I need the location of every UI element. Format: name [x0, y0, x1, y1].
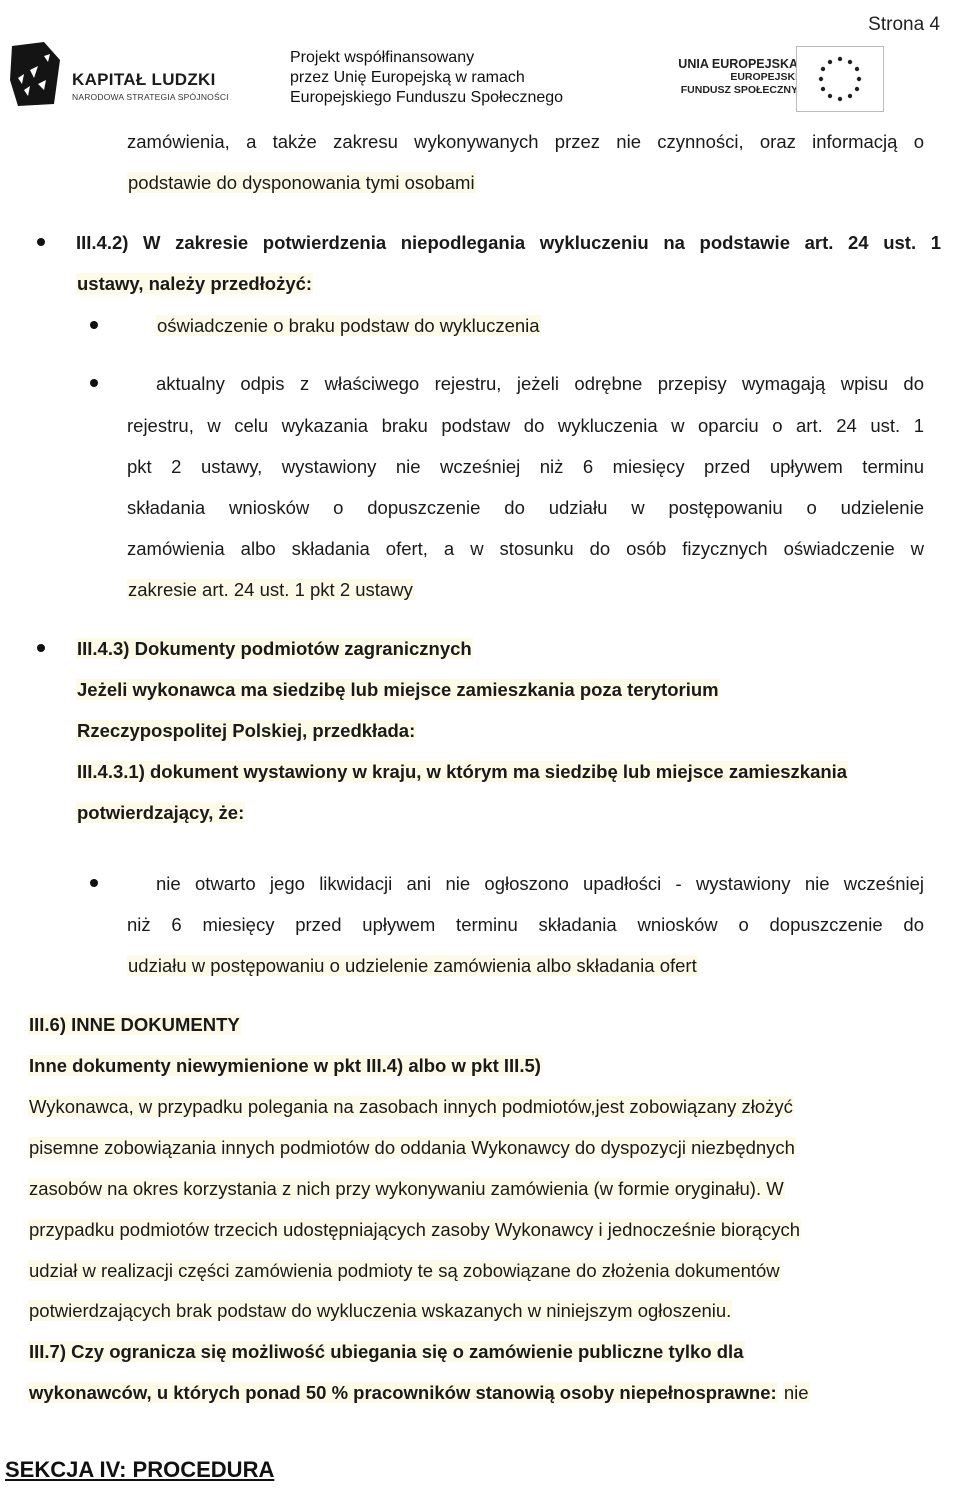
bullet-icon [37, 644, 45, 652]
eu-line: FUNDUSZ SPOŁECZNY [680, 84, 798, 96]
section-heading: III.6) INNE DOKUMENTY [29, 1014, 240, 1035]
list-item-cont: niż 6 miesięcy przed upływem terminu składania wniosków o dopuszczenie do [127, 914, 924, 935]
body-text-line: pisemne zobowiązania innych podmiotów do oddania Wykonawcy do dyspozycji niezbędnych [29, 1137, 795, 1158]
bullet-icon [90, 379, 98, 387]
body-text-bold: wykonawców, u których ponad 50 % pracowników stanowią osoby niepełnosprawne: [29, 1382, 777, 1403]
eu-logo-text [668, 58, 798, 97]
list-item-cont: składania wniosków o dopuszczenie do udziału w postępowaniu o udzielenie [127, 497, 924, 518]
body-text-line: potwierdzających brak podstaw do wykluczenia wskazanych w niniejszym ogłoszeniu. [29, 1300, 732, 1321]
eagle-emblem-icon [8, 40, 64, 108]
section-heading: III.4.2) W zakresie potwierdzenia niepodlegania wykluczeniu na podstawie art. 24 ust. 1 [76, 232, 941, 253]
body-text-line: zamówienia, a także zakresu wykonywanych przez nie czynności, oraz informacją o [127, 131, 924, 152]
list-item-cont: zakresie art. 24 ust. 1 pkt 2 ustawy [128, 579, 413, 600]
eu-flag-icon [796, 46, 884, 112]
section-heading: III.7) Czy ogranicza się możliwość ubiegania się o zamówienie publiczne tylko dla [29, 1341, 744, 1362]
section-heading-cont: ustawy, należy przedłożyć: [77, 273, 313, 294]
bullet-icon [37, 238, 45, 246]
list-item: nie otwarto jego likwidacji ani nie ogłoszono upadłości - wystawiony nie wcześniej [156, 873, 924, 894]
kapital-ludzki-title: KAPITAŁ LUDZKI [72, 70, 216, 89]
list-item: aktualny odpis z właściwego rejestru, jeżeli odrębne przepisy wymagają wpisu do [156, 373, 924, 394]
project-line: Europejskiego Funduszu Społecznego [290, 89, 564, 106]
list-item-cont: rejestru, w celu wykazania braku podstaw do wykluczenia w oparciu o art. 24 ust. 1 [127, 415, 924, 436]
body-text-line: udział w realizacji części zamówienia podmioty te są zobowiązane do złożenia dokumentów [29, 1260, 780, 1281]
eu-line: UNIA EUROPEJSKA [678, 57, 798, 71]
answer-text: nie [783, 1382, 809, 1403]
list-item-cont: pkt 2 ustawy, wystawiony nie wcześniej niż 6 miesięcy przed upływem terminu [127, 456, 924, 477]
section-heading: III.4.3) Dokumenty podmiotów zagranicznych [77, 638, 472, 659]
page-header [0, 30, 960, 120]
bullet-icon [90, 321, 98, 329]
body-text-line: zasobów na okres korzystania z nich przy wykonywaniu zamówienia (w formie oryginału). W [29, 1178, 784, 1199]
subsection-heading-cont: potwierdzający, że: [77, 802, 245, 823]
kapital-ludzki-logo [8, 40, 248, 110]
list-item-cont: udziału w postępowaniu o udzielenie zamówienia albo składania ofert [128, 955, 697, 976]
eu-line: EUROPEJSKI [730, 71, 798, 83]
list-item-cont: zamówienia albo składania ofert, a w stosunku do osób fizycznych oświadczenie w [127, 538, 924, 559]
body-text-line: przypadku podmiotów trzecich udostępniających zasoby Wykonawcy i jednocześnie biorących [29, 1219, 801, 1240]
page-number: Strona 4 [868, 14, 940, 35]
body-text-line: Wykonawca, w przypadku polegania na zasobach innych podmiotów,jest zobowiązany złożyć [29, 1096, 793, 1117]
body-text-bold: Jeżeli wykonawca ma siedzibę lub miejsce zamieszkania poza terytorium [77, 679, 719, 700]
project-line: Projekt współfinansowany [290, 49, 475, 66]
list-item: oświadczenie o braku podstaw do wykluczenia [157, 315, 540, 336]
body-text-bold: Rzeczypospolitej Polskiej, przedkłada: [77, 720, 416, 741]
kapital-ludzki-subtitle: NARODOWA STRATEGIA SPÓJNOŚCI [72, 92, 229, 102]
body-text-line: podstawie do dysponowania tymi osobami [128, 172, 475, 193]
section-title: SEKCJA IV: PROCEDURA [5, 1457, 275, 1482]
project-line: przez Unię Europejską w ramach [290, 69, 525, 86]
project-cofinancing-text [290, 48, 580, 108]
bullet-icon [90, 879, 98, 887]
body-text-bold: Inne dokumenty niewymienione w pkt III.4) albo w pkt III.5) [29, 1055, 541, 1076]
subsection-heading: III.4.3.1) dokument wystawiony w kraju, w którym ma siedzibę lub miejsce zamieszkania [77, 761, 848, 782]
